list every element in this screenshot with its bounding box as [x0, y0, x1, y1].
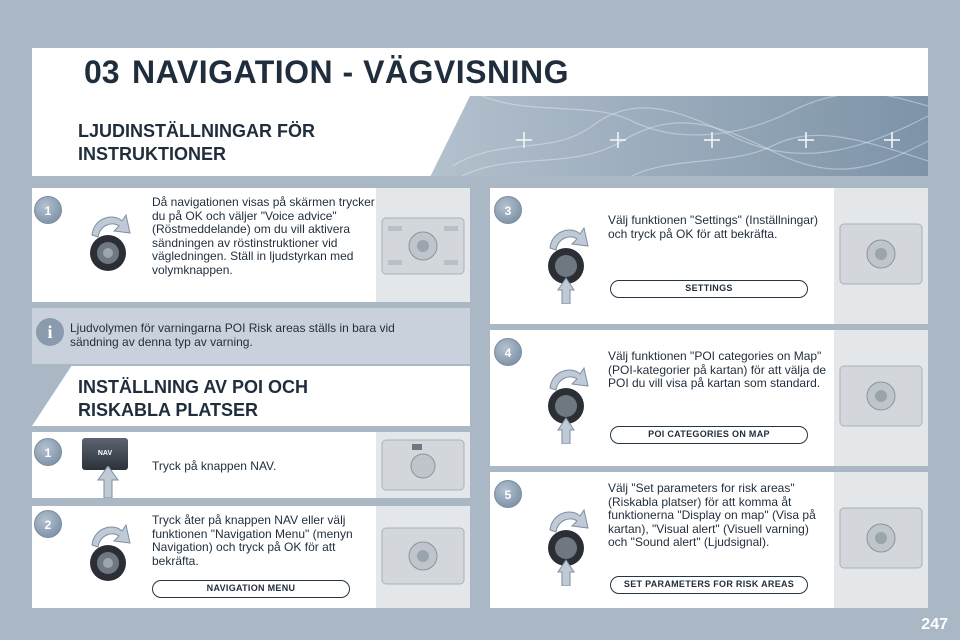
ok-knob-icon: [538, 500, 598, 586]
step-number-badge: 1: [34, 196, 62, 224]
ok-knob-icon: [538, 218, 598, 304]
step-instruction: Tryck åter på knappen NAV eller välj funktionen "Navigation Menu" (menyn Navigation) och tryck på OK för att bekräfta.: [152, 513, 353, 568]
nav-button-icon: NAV: [82, 438, 128, 470]
step-number-badge: 4: [494, 338, 522, 366]
section-title-poi: INSTÄLLNING AV POI OCH RISKABLA PLATSER: [78, 377, 309, 420]
ok-knob-icon: [80, 515, 140, 595]
info-note-text: Ljudvolymen för varningarna POI Risk areas ställs in bara vid sändning av denna typ av varning.: [70, 321, 395, 349]
ok-knob-icon: [80, 205, 140, 285]
menu-label-pill: SET PARAMETERS FOR RISK AREAS: [610, 576, 808, 594]
press-arrow-icon: [96, 466, 120, 498]
radio-unit-image: [834, 330, 928, 466]
step-instruction: Då navigationen visas på skärmen trycker du på OK och väljer "Voice advice" (Röstmeddelande) om du vill aktivera sändningen av röstinstruktioner vid vägledningen. Ställ in ljudstyrkan med volymknappen.: [152, 195, 375, 277]
page-number: 247: [921, 616, 948, 633]
ok-knob-icon: [538, 358, 598, 444]
page-title: NAVIGATION - VÄGVISNING: [132, 54, 569, 90]
info-icon: i: [36, 318, 64, 346]
step-number-badge: 1: [34, 438, 62, 466]
menu-label-pill: SETTINGS: [610, 280, 808, 298]
radio-unit-image: [376, 432, 470, 498]
info-note: [32, 308, 470, 364]
step-instruction: Tryck på knappen NAV.: [152, 459, 277, 473]
step-number-badge: 5: [494, 480, 522, 508]
step-number-badge: 3: [494, 196, 522, 224]
radio-unit-image: [834, 188, 928, 324]
radio-unit-image: [834, 472, 928, 608]
section-title-sound: LJUDINSTÄLLNINGAR FÖR INSTRUKTIONER: [78, 121, 315, 164]
menu-label-pill: NAVIGATION MENU: [152, 580, 350, 598]
step-instruction: Välj "Set parameters for risk areas" (Riskabla platser) för att komma åt funktionerna "Display on map" (Visa på kartan), "Visual alert" (Visuell varning) och "Sound alert" (Ljudsignal).: [608, 481, 816, 549]
chapter-number: 03: [84, 54, 120, 90]
step-number-badge: 2: [34, 510, 62, 538]
menu-label-pill: POI CATEGORIES ON MAP: [610, 426, 808, 444]
radio-unit-image: [376, 506, 470, 608]
page-header: [32, 48, 928, 96]
step-instruction: Välj funktionen "POI categories on Map" (POI-kategorier på kartan) för att välja de POI du vill visa på kartan som standard.: [608, 349, 827, 390]
step-instruction: Välj funktionen "Settings" (Inställningar) och tryck på OK för att bekräfta.: [608, 213, 818, 241]
radio-unit-image: [376, 188, 470, 302]
